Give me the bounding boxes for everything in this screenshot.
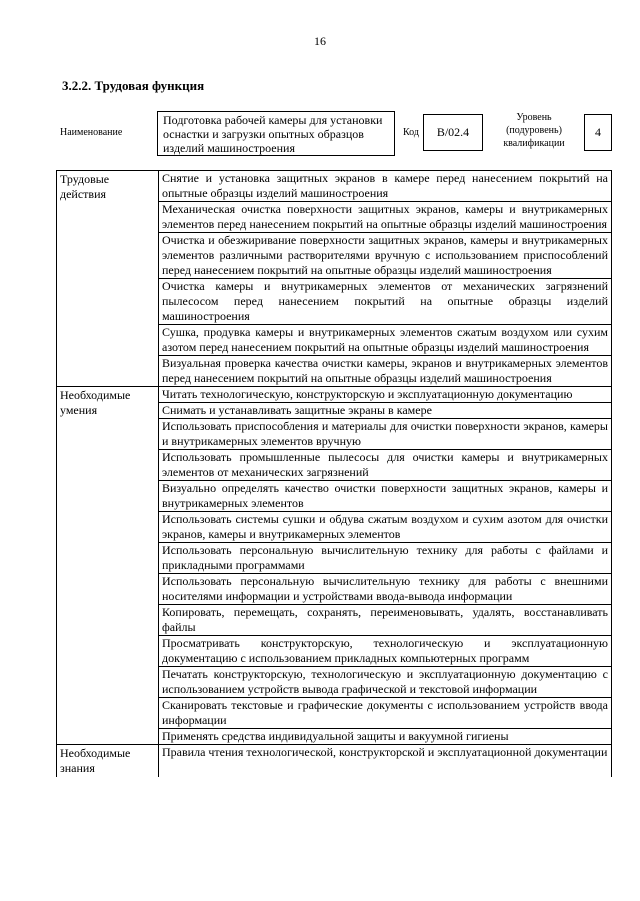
section-category-label: Необходимые умения xyxy=(57,387,159,745)
table-cell-text: Визуальная проверка качества очистки камеры, экранов и внутрикамерных элементов перед нанесением покрытий на опытные образцы изделий машиностроения xyxy=(159,356,612,387)
table-cell-text: Правила чтения технологической, конструкторской и эксплуатационной документации xyxy=(159,745,612,778)
table-cell-text: Использовать персональную вычислительную технику для работы с внешними носителями информации и устройствами ввода-вывода информации xyxy=(159,574,612,605)
level-label: Уровень (подуровень) квалификации xyxy=(503,112,565,149)
table-cell-text: Использовать системы сушки и обдува сжатым воздухом и сухим азотом для очистки экранов, камеры и внутрикамерных элементов xyxy=(159,512,612,543)
function-table-body xyxy=(57,171,612,778)
table-cell-text: Применять средства индивидуальной защиты и вакуумной гигиены xyxy=(159,729,612,745)
table-cell-text: Сушка, продувка камеры и внутрикамерных элементов сжатым воздухом или сухим азотом перед нанесением покрытий на опытные образцы изделий машиностроения xyxy=(159,325,612,356)
function-name-box: Подготовка рабочей камеры для установки оснастки и загрузки опытных образцов изделий машиностроения xyxy=(157,111,395,156)
table-row xyxy=(57,745,612,778)
table-cell-text: Очистка камеры и внутрикамерных элементов от механических загрязнений пылесосом перед нанесением покрытий на опытные образцы изделий машиностроения xyxy=(159,279,612,325)
section-category-label: Трудовые действия xyxy=(57,171,159,387)
page-number: 16 xyxy=(314,34,326,48)
table-cell-text: Использовать приспособления и материалы для очистки поверхности экранов, камеры и внутрикамерных элементов вручную xyxy=(159,419,612,450)
table-cell-text: Печатать конструкторскую, технологическую и эксплуатационную документацию с использованием устройств вывода графической и текстовой информации xyxy=(159,667,612,698)
table-cell-text: Использовать промышленные пылесосы для очистки камеры и внутрикамерных элементов от механических загрязнений xyxy=(159,450,612,481)
table-cell-text: Механическая очистка поверхности защитных экранов, камеры и внутрикамерных элементов перед нанесением покрытий на опытные образцы изделий машиностроения xyxy=(159,202,612,233)
code-value-box: B/02.4 xyxy=(423,114,483,151)
table-cell-text: Очистка и обезжиривание поверхности защитных экранов, камеры и внутрикамерных элементов различными растворителями вручную с использованием приспособлений перед нанесением покрытий на опытные образцы изделий машиностроения xyxy=(159,233,612,279)
table-cell-text: Сканировать текстовые и графические документы с использованием устройств ввода информации xyxy=(159,698,612,729)
function-table xyxy=(56,170,612,777)
level-value-box: 4 xyxy=(584,114,612,151)
section-title: 3.2.2. Трудовая функция xyxy=(62,78,205,93)
code-label: Код xyxy=(403,127,419,138)
table-row xyxy=(57,387,612,403)
table-cell-text: Использовать персональную вычислительную технику для работы с файлами и прикладными программами xyxy=(159,543,612,574)
table-cell-text: Снимать и устанавливать защитные экраны в камере xyxy=(159,403,612,419)
section-category-label: Необходимые знания xyxy=(57,745,159,778)
table-cell-text: Читать технологическую, конструкторскую и эксплуатационную документацию xyxy=(159,387,612,403)
name-label: Наименование xyxy=(60,127,123,138)
table-cell-text: Визуально определять качество очистки поверхности защитных экранов, камеры и внутрикамерных элементов xyxy=(159,481,612,512)
table-row xyxy=(57,171,612,202)
table-cell-text: Снятие и установка защитных экранов в камере перед нанесением покрытий на опытные образцы изделий машиностроения xyxy=(159,171,612,202)
table-cell-text: Копировать, перемещать, сохранять, переименовывать, удалять, восстанавливать файлы xyxy=(159,605,612,636)
table-cell-text: Просматривать конструкторскую, технологическую и эксплуатационную документацию с использованием прикладных компьютерных программ xyxy=(159,636,612,667)
